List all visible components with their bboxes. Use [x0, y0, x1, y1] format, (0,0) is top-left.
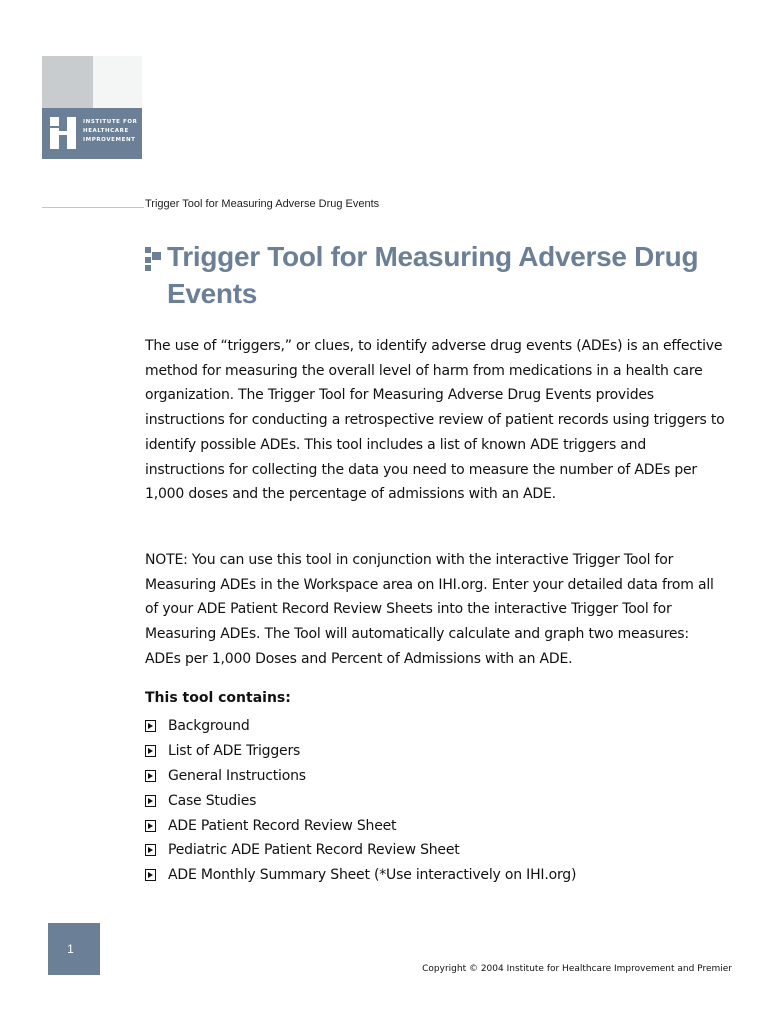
triangle-bullet-icon — [145, 745, 156, 757]
contents-item-label: List of ADE Triggers — [168, 743, 301, 760]
triangle-bullet-icon — [145, 770, 156, 782]
title-bullet-icon — [145, 247, 161, 271]
contents-item-pediatric-sheet[interactable] — [145, 838, 576, 863]
triangle-bullet-icon — [145, 720, 156, 732]
logo-accent-block-light — [93, 56, 142, 109]
ihi-logo — [42, 108, 142, 159]
logo-text-line2: HEALTHCARE — [83, 128, 129, 134]
contents-item-label: Pediatric ADE Patient Record Review Sheet — [168, 842, 460, 859]
note-paragraph: NOTE: You can use this tool in conjunction with the interactive Trigger Tool for Measuring ADEs in the Workspace area on IHI.org. Enter your detailed data from all of your ADE Patient Record Review Sheets into the interactive Trigger Tool for Measuring ADEs. The Tool will automatically calculate and graph two measures: ADEs per 1,000 Doses and Percent of Admissions with an ADE. — [145, 552, 714, 667]
contents-item-monthly-summary[interactable] — [145, 863, 576, 888]
contents-item-background[interactable] — [145, 714, 576, 739]
running-header: Trigger Tool for Measuring Adverse Drug Events — [145, 198, 380, 210]
contents-item-label: ADE Monthly Summary Sheet (*Use interactively on IHI.org) — [168, 867, 577, 884]
logo-accent-block — [42, 56, 93, 109]
logo-text-line3: IMPROVEMENT — [83, 137, 136, 143]
contents-item-instructions[interactable] — [145, 764, 576, 789]
page-number: 1 — [67, 942, 74, 956]
contents-list — [145, 714, 576, 888]
page-number-box — [48, 923, 100, 975]
contents-heading: This tool contains: — [145, 690, 291, 706]
triangle-bullet-icon — [145, 869, 156, 881]
contents-item-label: Case Studies — [168, 792, 257, 809]
logo-text-line1: INSTITUTE FOR — [83, 119, 138, 125]
intro-paragraph: The use of “triggers,” or clues, to identify adverse drug events (ADEs) is an effective method for measuring the overall level of harm from medications in a health care organization. The Trigger Tool for Measuring Adverse Drug Events provides instructions for conducting a retrospective review of patient records using triggers to identify possible ADEs. This tool includes a list of known ADE triggers and instructions for collecting the data you need to measure the number of ADEs per 1,000 doses and the percentage of admissions with an ADE. — [145, 338, 725, 503]
ihi-logo-icon — [50, 117, 76, 149]
header-rule — [42, 207, 144, 208]
contents-item-label: Background — [168, 718, 250, 735]
logo-text — [83, 118, 138, 145]
copyright-notice: Copyright © 2004 Institute for Healthcare Improvement and Premier — [422, 964, 732, 974]
page-title: Trigger Tool for Measuring Adverse Drug Events — [167, 241, 699, 309]
contents-item-label: ADE Patient Record Review Sheet — [168, 817, 397, 834]
triangle-bullet-icon — [145, 820, 156, 832]
contents-item-label: General Instructions — [168, 767, 306, 784]
contents-item-triggers[interactable] — [145, 739, 576, 764]
triangle-bullet-icon — [145, 795, 156, 807]
contents-item-case-studies[interactable] — [145, 788, 576, 813]
triangle-bullet-icon — [145, 844, 156, 856]
contents-item-review-sheet[interactable] — [145, 813, 576, 838]
